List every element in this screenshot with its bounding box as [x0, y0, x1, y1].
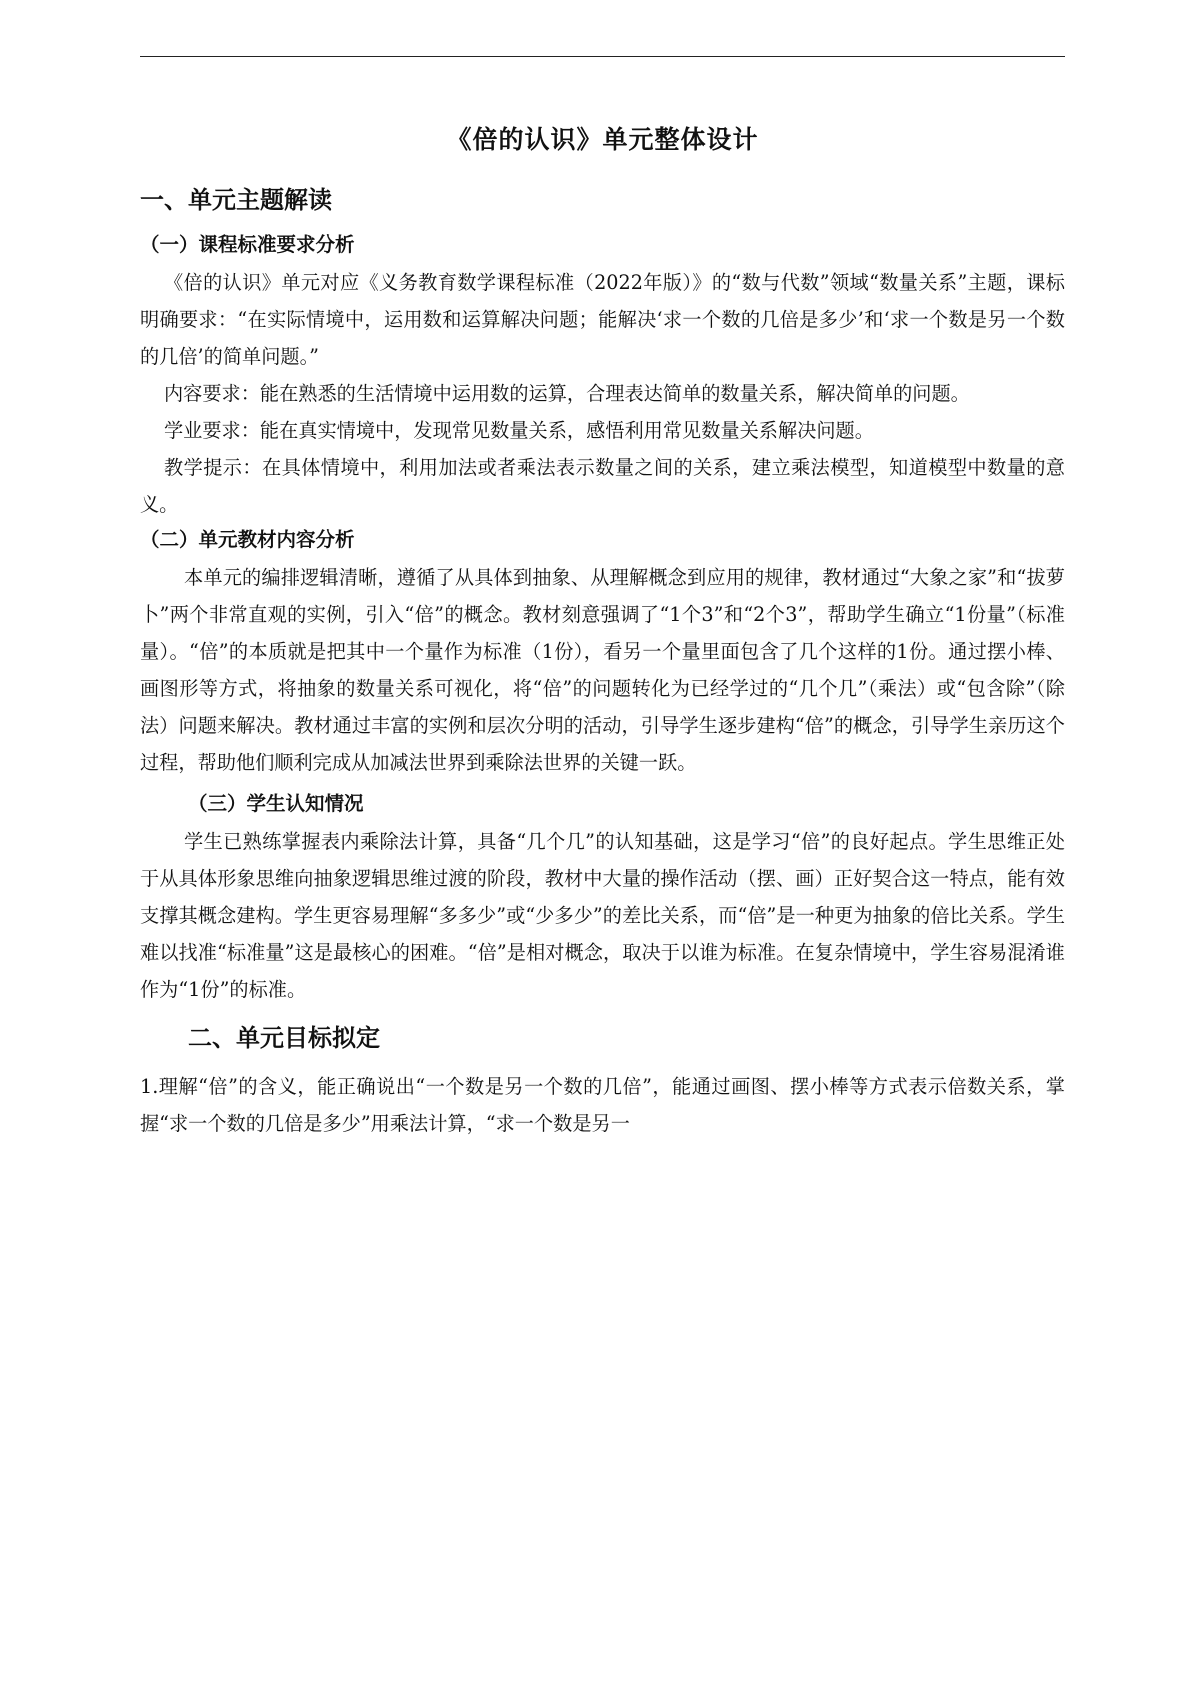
paragraph-textbook-analysis: 本单元的编排逻辑清晰，遵循了从具体到抽象、从理解概念到应用的规律，教材通过“大象之家”和“拔萝卜”两个非常直观的实例，引入“倍”的概念。教材刻意强调了“1个3”和“2个3”，帮助学生确立“1份量”（标准量）。“倍”的本质就是把其中一个量作为标准（1份），看另一个量里面包含了几个这样的1份。通过摆小棒、画图形等方式，将抽象的数量关系可视化，将“倍”的问题转化为已经学过的“几个几”（乘法）或“包含除”（除法）问题来解决。教材通过丰富的实例和层次分明的活动，引导学生逐步建构“倍”的概念，引导学生亲历这个过程，帮助他们顺利完成从加减法世界到乘除法世界的关键一跃。	[140, 566, 1065, 774]
document-body	[140, 120, 1065, 1142]
paragraph-objective-1: 1.理解“倍”的含义，能正确说出“一个数是另一个数的几倍”，能通过画图、摆小棒等方式表示倍数关系，掌握“求一个数的几倍是多少”用乘法计算，“求一个数是另一	[140, 1075, 1065, 1135]
subsection-heading-1-1: （一）课程标准要求分析	[140, 233, 355, 256]
paragraph-content-requirement: 内容要求：能在熟悉的生活情境中运用数的运算，合理表达简单的数量关系，解决简单的问题。	[164, 382, 970, 405]
paragraph-standard-requirement: 《倍的认识》单元对应《义务教育数学课程标准（2022年版）》的“数与代数”领域“数量关系”主题，课标明确要求：“在实际情境中，运用数和运算解决问题；能解决‘求一个数的几倍是多少’和‘求一个数是另一个数的几倍’的简单问题。”	[140, 271, 1065, 368]
document-title: 《倍的认识》单元整体设计	[446, 125, 759, 154]
header-rule	[140, 56, 1065, 57]
section-heading-1: 一、单元主题解读	[140, 186, 332, 214]
subsection-heading-1-2: （二）单元教材内容分析	[140, 528, 355, 551]
paragraph-student-cognition: 学生已熟练掌握表内乘除法计算，具备“几个几”的认知基础，这是学习“倍”的良好起点。学生思维正处于从具体形象思维向抽象逻辑思维过渡的阶段，教材中大量的操作活动（摆、画）正好契合这一特点，能有效支撑其概念建构。学生更容易理解“多多少”或“少多少”的差比关系，而“倍”是一种更为抽象的倍比关系。学生难以找准“标准量”这是最核心的困难。“倍”是相对概念，取决于以谁为标准。在复杂情境中，学生容易混淆谁作为“1份”的标准。	[140, 830, 1065, 1001]
paragraph-academic-requirement: 学业要求：能在真实情境中，发现常见数量关系，感悟利用常见数量关系解决问题。	[164, 419, 874, 442]
subsection-heading-1-3: （三）学生认知情况	[188, 792, 364, 815]
section-heading-2: 二、单元目标拟定	[188, 1024, 380, 1052]
paragraph-teaching-hint: 教学提示：在具体情境中，利用加法或者乘法表示数量之间的关系，建立乘法模型，知道模型中数量的意义。	[140, 456, 1065, 516]
